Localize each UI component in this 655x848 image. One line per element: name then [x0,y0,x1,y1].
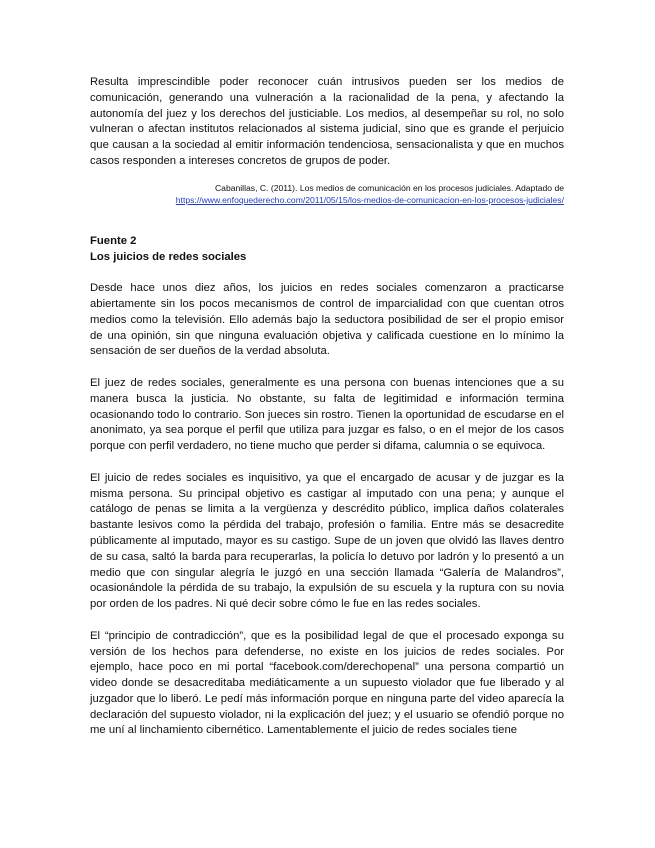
paragraph-4: El “principio de contradicción”, que es la posibilidad legal de que el procesado exponga su versión de los hechos para defenderse, no existe en los juicios de redes sociales. Por ejemplo, hace poco en mi portal “facebook.com/derechopenal” una persona compartió un video donde se desacreditaba mediáticamente a un supuesto violador que fue liberado y al juzgador que lo liberó. Le pedí más información porque en ninguna parte del video aparecía la declaración del supuesto violador, ni la explicación del juez; y el usuario se ofendió porque no me uní al linchamiento cibernético. Lamentablemente el juicio de redes sociales tiene [90,629,564,737]
source-title: Los juicios de redes sociales [90,250,247,263]
source-heading [90,234,564,266]
document-page [90,75,564,739]
citation [90,182,564,206]
paragraph-3: El juicio de redes sociales es inquisitivo, ya que el encargado de acusar y de juzgar es la misma persona. Su principal objetivo es castigar al imputado con una pena; y aunque el catálogo de penas se limita a la vergüenza y descrédito público, implica daños colaterales bastante lesivos como la pérdida del trabajo, profesión o familia. Entre más se desacredite públicamente al imputado, mayor es su castigo. Supe de un joven que olvidó las llaves dentro de su casa, saltó la barda para recuperarlas, la policía lo detuvo por ladrón y lo presentó a un medio que con singular alegría le juzgó en una sección llamada “Galería de Malandros”, ocasionándole la pérdida de su trabajo, la expulsión de su escuela y la ruptura con su novia por orden de los padres. Ni qué decir sobre cómo le fue en las redes sociales. [90,471,564,611]
source-label: Fuente 2 [90,234,137,247]
paragraph-2: El juez de redes sociales, generalmente es una persona con buenas intenciones que a su manera busca la justicia. No obstante, su falta de legitimidad e información termina ocasionando todo lo contrario. Son jueces sin rostro. Tienen la oportunidad de escudarse en el anonimato, ya sea porque el perfil que utiliza para juzgar es falso, o en el mejor de los casos porque con perfil verdadero, no tiene mucho que perder si difama, calumnia o se equivoca. [90,376,564,453]
intro-paragraph: Resulta imprescindible poder reconocer cuán intrusivos pueden ser los medios de comunicación, generando una vulneración a la racionalidad de la pena, y afectando la autonomía del juez y los derechos del justiciable. Los medios, al desempeñar su rol, no solo vulneran o afectan institutos relacionados al sistema judicial, sino que es grande el perjuicio que causan a la sociedad al emitir información tendenciosa, sensacionalista y que en muchos casos responden a intereses concretos de grupos de poder. [90,76,564,167]
citation-text: Cabanillas, C. (2011). Los medios de comunicación en los procesos judiciales. Adaptado de [214,182,564,193]
paragraph-1: Desde hace unos diez años, los juicios en redes sociales comenzaron a practicarse abiertamente sin los pocos mecanismos de control de imparcialidad con que cuentan otros medios como la televisión. Ello además bajo la seductora posibilidad de ser el propio emisor de una opinión, sin que ninguna evaluación objetiva y calificada cuestione en lo mínimo la sensación de ser dueños de la verdad absoluta. [90,282,564,358]
citation-link[interactable]: https://www.enfoquederecho.com/2011/05/15/los-medios-de-comunicacion-en-los-procesos-judiciales/ [175,194,564,205]
